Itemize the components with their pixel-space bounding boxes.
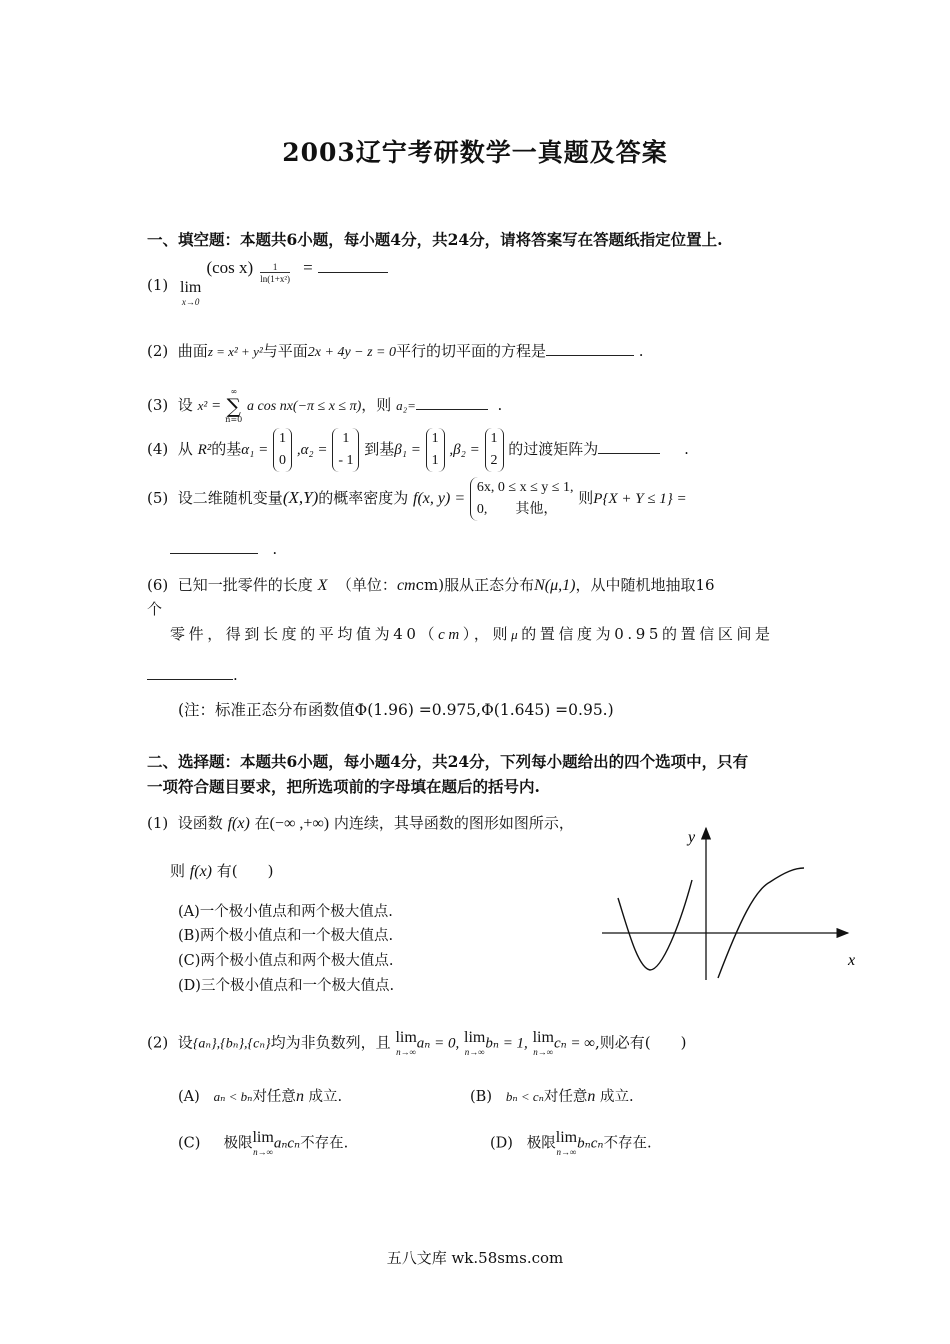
curve-right-branch	[718, 868, 804, 978]
density-cases: 6x, 0 ≤ x ≤ y ≤ 1, 0, 其他，	[470, 477, 574, 521]
s1-q5-answer-line: .	[170, 540, 277, 558]
s2-q1-option-a: (A)一个极小值点和两个极大值点.	[178, 904, 393, 920]
s1-q1-exponent: $\frac{1}{\text{ln(1+x²)}}$	[260, 262, 291, 284]
s2-q1-option-c: (C)两个极小值点和两个极大值点.	[178, 953, 394, 969]
s2-q2-option-b: (B) bₙ < cₙ对任意n 成立.	[470, 1088, 634, 1105]
s1-q2-blank	[546, 355, 634, 356]
curve-left-branch	[618, 880, 692, 970]
s1-q6-line1-cont: 个	[147, 600, 163, 618]
limit-operator: lim n→∞	[395, 1029, 417, 1057]
limit-operator: lim n→∞	[252, 1129, 274, 1157]
s1-q1-formula	[180, 258, 388, 307]
s1-q4-blank	[598, 453, 660, 454]
alpha1-vector: 1 0	[273, 428, 292, 472]
limit-operator: lim n→∞	[532, 1029, 554, 1057]
s1-q4: (4) 从 R²的基α₁ = 1 0 ,α₂ = 1 - 1 到基β₁ = 1 1 ,β₂ = 1 2 的过渡矩阵为 .	[147, 426, 689, 473]
s1-q3: (3) 设 x² = ∞ ∑ n=0 a cos nx(−π ≤ x ≤ π)，则 a₂= .	[147, 387, 503, 424]
s1-q5-blank	[170, 553, 258, 554]
summation-symbol: ∞ ∑ n=0	[225, 387, 243, 424]
s2-q1-option-b: (B)两个极小值点和一个极大值点.	[178, 928, 394, 944]
s1-q1-equals: =	[303, 258, 313, 277]
s2-q1-option-d: (D)三个极小值点和一个极大值点.	[178, 978, 395, 994]
s2-q1-line2: 则 f(x) 有( )	[170, 862, 274, 880]
s1-q6-line2: 零件，得到长度的平均值为40（cm），则μ的置信度为0.95的置信区间是	[170, 625, 774, 643]
s2-q1-line1: (1) 设函数 f(x) 在(−∞ ,+∞) 内连续，其导函数的图形如图所示，	[147, 814, 574, 832]
section1-header: 一、填空题：本题共6小题，每小题4分，共24分，请将答案写在答题纸指定位置上.	[147, 230, 723, 249]
section2-header-line1: 二、选择题：本题共6小题，每小题4分，共24分，下列每小题给出的四个选项中，只有	[147, 752, 749, 771]
s2-q2-option-d: (D) 极限 lim n→∞ bₙcₙ不存在.	[490, 1129, 652, 1157]
s1-q6-blank	[147, 679, 233, 680]
s2-q2-option-a: (A) aₙ < bₙ对任意n 成立.	[178, 1088, 343, 1105]
limit-operator: lim n→∞	[464, 1029, 486, 1057]
s1-q6-answer-line: .	[147, 666, 238, 684]
alpha2-vector: 1 - 1	[332, 428, 359, 472]
section2-header-line2: 一项符合题目要求，把所选项前的字母填在题后的括号内.	[147, 777, 540, 796]
s1-note: (注：标准正态分布函数值Φ(1.96) =0.975,Φ(1.645) =0.95.)	[178, 701, 614, 719]
s1-q1-base: (cos x)	[206, 258, 254, 277]
s2-q2-option-c: (C) 极限 lim n→∞ aₙcₙ不存在.	[178, 1129, 349, 1157]
page-title: 2003辽宁考研数学一真题及答案	[282, 138, 668, 167]
limit-operator: lim x→0	[180, 279, 202, 307]
s2-q2: (2) 设{aₙ},{bₙ},{cₙ}均为非负数列，且 lim n→∞ aₙ = 0, lim n→∞ bₙ = 1, lim n→∞ cₙ = ∞,则必有( )	[147, 1029, 687, 1057]
s1-q1-number: (1)	[147, 276, 169, 294]
beta2-vector: 1 2	[485, 428, 504, 472]
page-footer[interactable]: 五八文库 wk.58sms.com	[386, 1249, 564, 1267]
s1-q5: (5) 设二维随机变量(X,Y)的概率密度为 f(x, y) = 6x, 0 ≤ x ≤ y ≤ 1, 0, 其他， 则P{X + Y ≤ 1} =	[147, 477, 687, 521]
limit-operator: lim n→∞	[555, 1129, 578, 1157]
s1-q2: (2) 曲面z = x² + y²与平面2x + 4y − z = 0平行的切平面的方程是 .	[147, 342, 644, 360]
s1-q6-line1: (6) 已知一批零件的长度 X （单位：cmcm)服从正态分布N(μ,1)，从中随机地抽取16	[147, 576, 715, 594]
beta1-vector: 1 1	[426, 428, 445, 472]
derivative-graph	[590, 820, 870, 1000]
s1-q1-blank	[318, 272, 388, 273]
x-axis-label: x	[848, 952, 856, 969]
s1-q3-blank	[416, 409, 488, 410]
y-axis-label: y	[688, 829, 696, 846]
